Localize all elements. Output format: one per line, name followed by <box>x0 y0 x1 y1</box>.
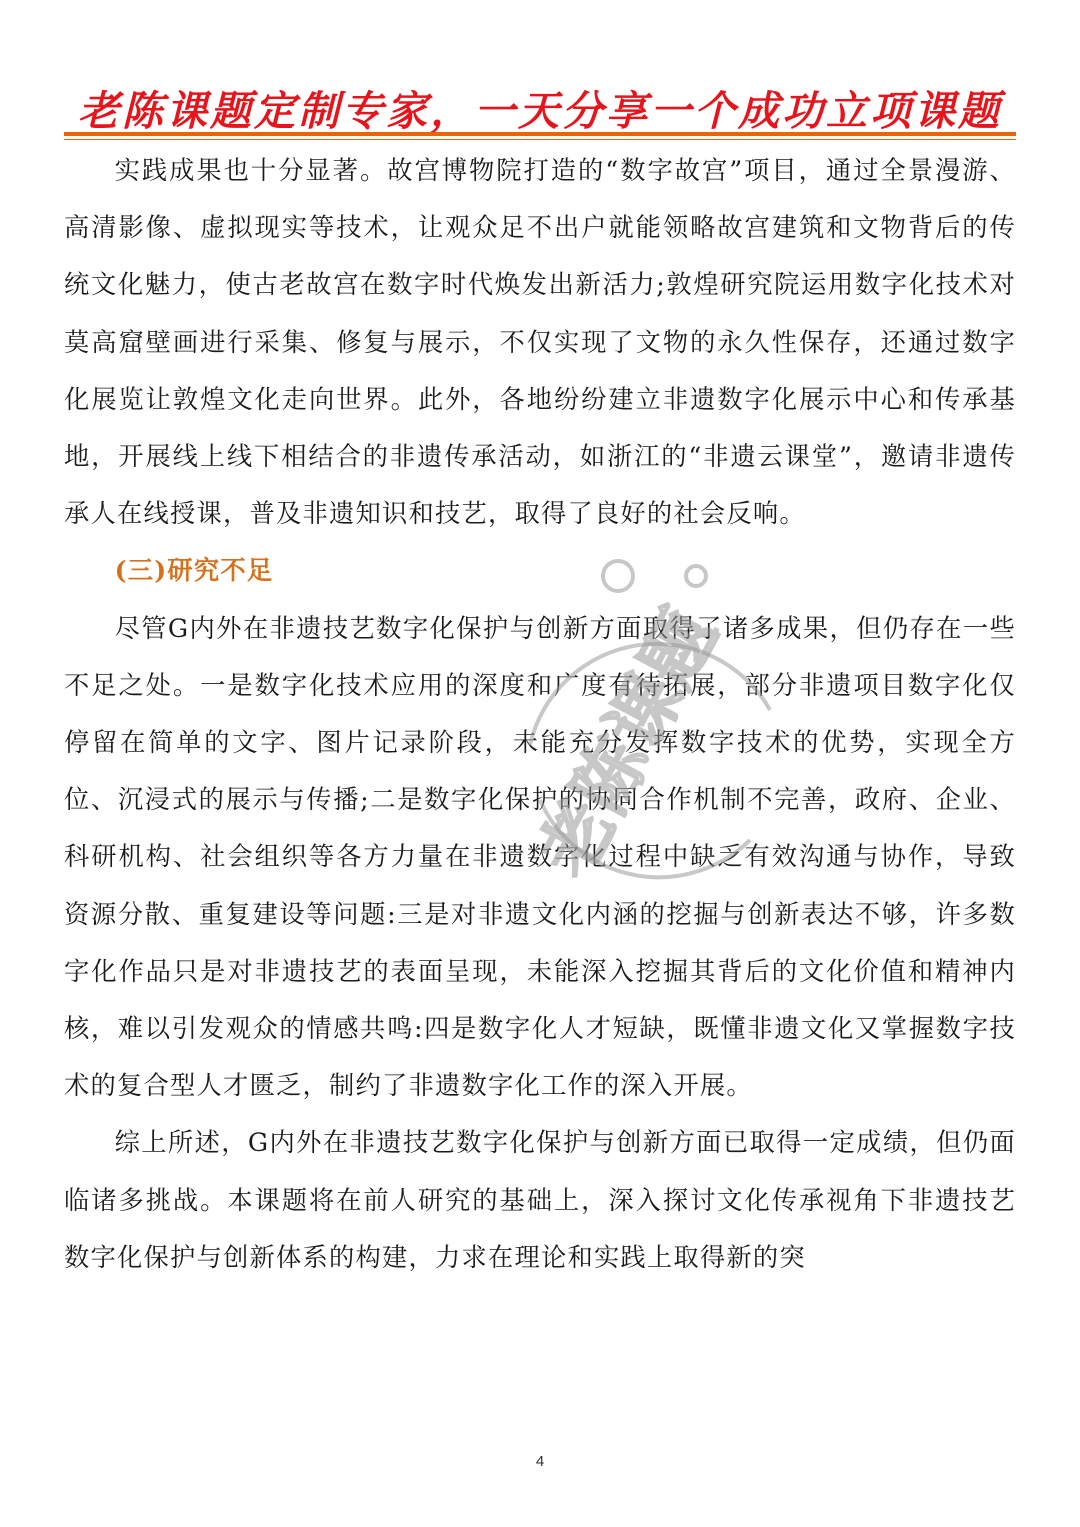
section-heading-research-gaps: (三)研究不足 <box>114 555 274 586</box>
header-rule <box>64 132 1016 136</box>
paragraph-summary: 综上所述，G内外在非遗技艺数字化保护与创新方面已取得一定成绩，但仍面临诸多挑战。本课题将在前人研究的基础上，深入探讨文化传承视角下非遗技艺数字化保护与创新体系的构建，力求在理论和实践上取得新的突 <box>64 1128 1016 1272</box>
watermark-text: 老陈课题 <box>523 596 733 891</box>
page-number: 4 <box>535 1453 545 1470</box>
paragraph-research-gaps: 尽管G内外在非遗技艺数字化保护与创新方面取得了诸多成果，但仍存在一些不足之处。一是数字化技术应用的深度和广度有待拓展，部分非遗项目数字化仅停留在简单的文字、图片记录阶段，未能充分发挥数字技术的优势，实现全方位、沉浸式的展示与传播;二是数字化保护的协同合作机制不完善，政府、企业、科研机构、社会组织等各方力量在非遗数字化过程中缺乏有效沟通与协作，导致资源分散、重复建设等问题:三是对非遗文化内涵的挖掘与创新表达不够，许多数字化作品只是对非遗技艺的表面呈现，未能深入挖掘其背后的文化价值和精神内核，难以引发观众的情感共鸣:四是数字化人才短缺，既懂非遗文化又掌握数字技术的复合型人才匮乏，制约了非遗数字化工作的深入开展。 <box>64 613 1016 1101</box>
body-text <box>64 142 1016 1286</box>
header-title: 老陈课题定制专家，一天分享一个成功立项课题 <box>78 87 1002 135</box>
header-rule-thin <box>64 139 1016 140</box>
paragraph-practice-results: 实践成果也十分显著。故宫博物院打造的“数字故宫”项目，通过全景漫游、高清影像、虚拟现实等技术，让观众足不出户就能领略故宫建筑和文物背后的传统文化魅力，使古老故宫在数字时代焕发出新活力;敦煌研究院运用数字化技术对莫高窟壁画进行采集、修复与展示，不仅实现了文物的永久性保存，还通过数字化展览让敦煌文化走向世界。此外，各地纷纷建立非遗数字化展示中心和传承基地，开展线上线下相结合的非遗传承活动，如浙江的“非遗云课堂”，邀请非遗传承人在线授课，普及非遗知识和技艺，取得了良好的社会反响。 <box>64 156 1016 529</box>
